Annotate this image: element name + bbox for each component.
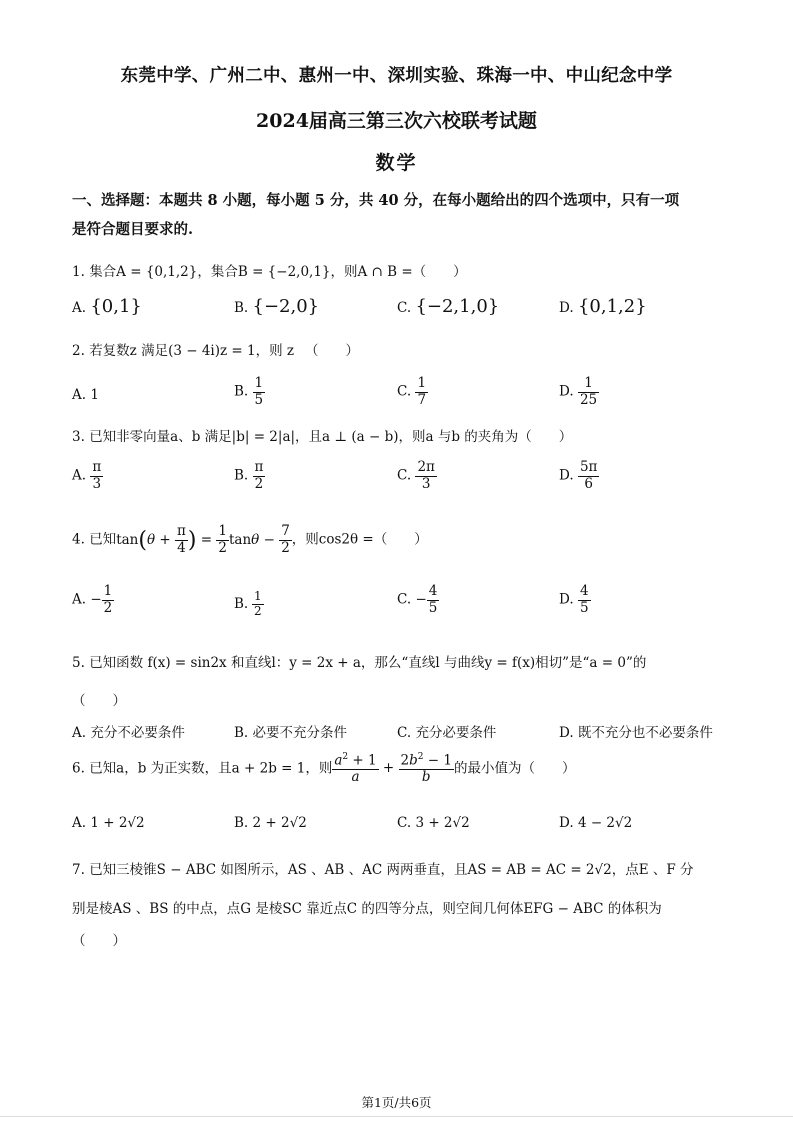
q4-option-d: D. $\frac{4}{5}$ <box>559 583 589 616</box>
page-footer: 第1页/共6页 <box>361 1095 432 1110</box>
q6-option-b: B. 2 + 2√2 <box>234 815 307 831</box>
q1-option-b: B. {−2,0} <box>234 296 320 317</box>
question-number: 6. <box>72 760 85 777</box>
question-5-continuation: （ ） <box>72 693 126 709</box>
q5-option-d: D. 既不充分也不必要条件 <box>559 725 713 741</box>
question-5 <box>72 651 646 671</box>
question-stem: 已知三棱锥S − ABC 如图所示，AS 、AB 、AC 两两垂直，且AS = AB = AC = 2√2，点E 、F 分 <box>89 862 694 878</box>
question-7 <box>72 858 694 878</box>
q3-option-d: D. $\frac{5\pi}{6}$ <box>559 459 598 492</box>
q2-option-d: D. $\frac{1}{25}$ <box>559 375 598 408</box>
q3-option-c: C. $\frac{2\pi}{3}$ <box>397 459 435 492</box>
section-line-2: 是符合题目要求的. <box>72 221 194 238</box>
exam-schools: 东莞中学、广州二中、惠州一中、深圳实验、珠海一中、中山纪念中学 <box>120 66 673 86</box>
q3-option-b: B. $\frac{\pi}{2}$ <box>234 459 264 492</box>
question-1 <box>72 260 467 280</box>
question-stem-pre: 已知 <box>89 531 117 548</box>
question-stem-post: 的最小值为（ ） <box>453 760 576 777</box>
question-2 <box>72 339 359 359</box>
question-number: 4. <box>72 531 85 548</box>
q6-expression: $\frac{a^2 + 1}{a}$ + $\frac{2b^2 - 1}{b}$ <box>334 752 452 786</box>
question-number: 5. <box>72 655 85 671</box>
question-stem: 已知函数 f(x) = sin2x 和直线l：y = 2x + a，那么“直线l 与曲线y = f(x)相切”是“a = 0”的 <box>89 655 647 671</box>
section-line-1: 一、选择题：本题共 8 小题，每小题 5 分，共 40 分，在每小题给出的四个选项中，只有一项 <box>72 192 680 209</box>
q6-option-a: A. 1 + 2√2 <box>72 815 145 831</box>
q3-option-a: A. $\frac{\pi}{3}$ <box>72 459 102 492</box>
question-stem: 已知非零向量a、b 满足|b| = 2|a|，且a ⊥ (a − b)，则a 与b 的夹角为（ ） <box>89 429 573 445</box>
question-stem: 若复数z 满足(3 − 4i)z = 1，则 z （ ） <box>89 343 360 359</box>
question-number: 1. <box>72 264 85 280</box>
q4-equation: tan(θ + $\frac{\pi}{4}$ ) = $\frac{1}{2}$ tanθ − $\frac{7}{2}$ <box>116 523 290 556</box>
q5-option-a: A. 充分不必要条件 <box>72 725 185 741</box>
question-7-line-2: 别是棱AS 、BS 的中点，点G 是棱SC 靠近点C 的四等分点，则空间几何体EFG − ABC 的体积为 <box>72 901 662 917</box>
q5-option-c: C. 充分必要条件 <box>397 725 497 741</box>
question-stem-pre: 已知a，b 为正实数，且a + 2b = 1，则 <box>89 760 333 777</box>
q2-option-a: A. 1 <box>72 387 99 403</box>
q6-option-c: C. 3 + 2√2 <box>397 815 470 831</box>
question-7-line-3: （ ） <box>72 933 126 949</box>
q5-option-b: B. 必要不充分条件 <box>234 725 348 741</box>
q4-option-a: A. − $\frac{1}{2}$ <box>72 583 113 616</box>
q1-option-c: C. {−2,1,0} <box>397 296 500 317</box>
exam-subject: 数学 <box>375 152 418 174</box>
q1-option-d: D. {0,1,2} <box>559 296 647 317</box>
q4-option-c: C. − $\frac{4}{5}$ <box>397 583 438 616</box>
bottom-divider <box>0 1116 793 1117</box>
question-6 <box>72 752 575 786</box>
exam-title: 2024届高三第三次六校联考试题 <box>256 110 537 132</box>
question-stem-post: ，则cos2θ =（ ） <box>291 531 428 548</box>
question-stem: 集合A = {0,1,2}，集合B = {−2,0,1}，则A ∩ B =（ ） <box>89 264 467 280</box>
question-number: 2. <box>72 343 85 359</box>
q4-option-b: B. $\frac{1}{2}$ <box>234 589 262 618</box>
section-heading <box>72 186 722 244</box>
q1-option-a: A. {0,1} <box>72 296 142 317</box>
question-3 <box>72 425 572 445</box>
question-number: 3. <box>72 429 85 445</box>
question-4 <box>72 524 428 556</box>
q2-option-c: C. $\frac{1}{7}$ <box>397 375 427 408</box>
q2-option-b: B. $\frac{1}{5}$ <box>234 375 264 408</box>
question-number: 7. <box>72 862 85 878</box>
q6-option-d: D. 4 − 2√2 <box>559 815 633 831</box>
